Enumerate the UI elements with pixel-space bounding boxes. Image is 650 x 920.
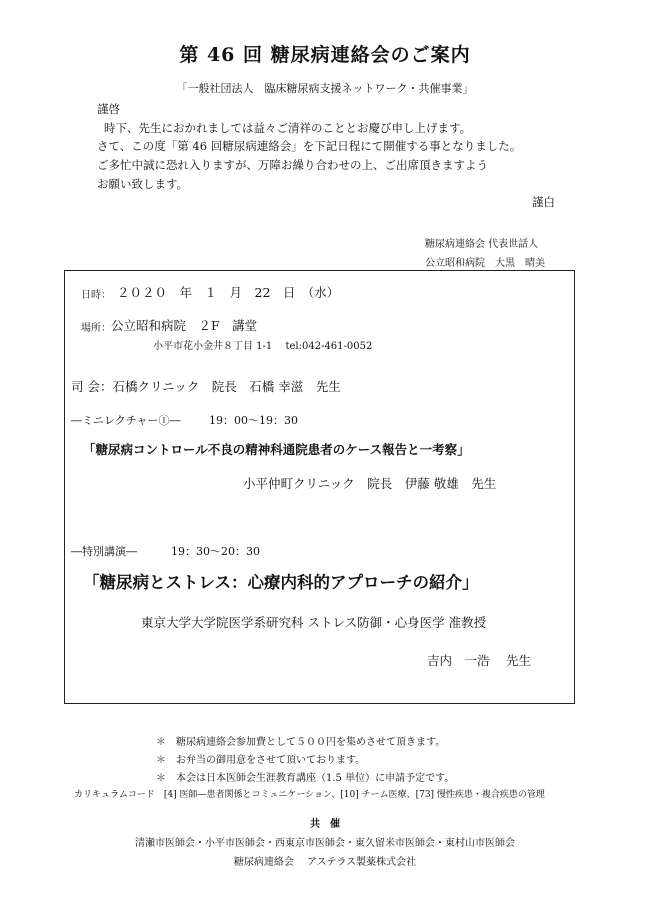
page-subtitle: 「一般社団法人 臨床糖尿病支援ネットワーク・共催事業」: [176, 82, 474, 95]
mini-lecture-speaker: 小平仲町クリニック 院長 伊藤 敬雄 先生: [243, 476, 497, 491]
chair: 司 会：石橋クリニック 院長 石橋 幸滋 先生: [71, 379, 341, 394]
special-lecture-title: 「糖尿病とストレス：心療内科的アプローチの紹介」: [83, 573, 479, 592]
special-lecture-time: 19：30～20：30: [171, 545, 260, 558]
note-credit: ＊ 本会は日本医師会生涯教育講座（1.5 単位）に申請予定です。: [156, 773, 455, 784]
letter-line-4: お願い致します。: [97, 177, 189, 191]
page-title: 第 46 回 糖尿病連絡会のご案内: [179, 44, 471, 66]
note-lunch: ＊ お弁当の御用意をさせて頂いております。: [156, 755, 366, 766]
curriculum-code: カリキュラムコード [4] 医師―患者関係とコミュニケーション、[10] チーム医療、[73] 慢性疾患・複合疾患の管理: [74, 790, 545, 800]
letter-line-3: ご多忙中誠に恐れ入りますが、万障お繰り合わせの上、ご出席頂きますよう: [97, 158, 488, 172]
note-fee: ＊ 糖尿病連絡会参加費として５００円を集めさせて頂きます。: [156, 737, 446, 748]
mini-lecture-label: ―ミニレクチャー①―: [71, 414, 181, 427]
organizer-title: 糖尿病連絡会 代表世話人: [425, 239, 539, 250]
mini-lecture-title: 「糖尿病コントロール不良の精神科通院患者のケース報告と一考察」: [83, 442, 470, 457]
cosponsor-heading: 共 催: [310, 819, 340, 830]
special-lecture-affiliation: 東京大学大学院医学系研究科 ストレス防御・心身医学 准教授: [141, 615, 487, 630]
address: 小平市花小金井８丁目 1-1 tel:042-461-0052: [153, 341, 373, 352]
mini-lecture-time: 19：00～19：30: [209, 414, 298, 427]
salutation: 謹啓: [97, 102, 120, 116]
letter-line-2: さて、この度「第 46 回糖尿病連絡会」を下記日程にて開催する事となりました。: [97, 139, 522, 153]
cosponsor-line-2: 糖尿病連絡会 アステラス製薬株式会社: [233, 857, 417, 868]
special-lecture-speaker: 吉内 一浩 先生: [427, 653, 531, 668]
details-box: [64, 270, 575, 704]
place-label: 場所：: [81, 323, 111, 334]
letter-line-1: 時下、先生におかれましては益々ご清祥のこととお慶び申し上げます。: [104, 121, 472, 135]
cosponsor-line-1: 清瀬市医師会・小平市医師会・西東京市医師会・東久留米市医師会・東村山市医師会: [135, 838, 515, 849]
place-value: 公立昭和病院 ２F 講堂: [111, 318, 258, 333]
date-label: 日時：: [81, 290, 111, 301]
organizer-name: 公立昭和病院 大黒 晴美: [425, 258, 545, 269]
special-lecture-label: ―特別講演―: [71, 545, 137, 558]
date-value: ２０２０ 年 １ 月 22 日 （水）: [117, 285, 340, 300]
closing: 謹白: [532, 195, 555, 209]
